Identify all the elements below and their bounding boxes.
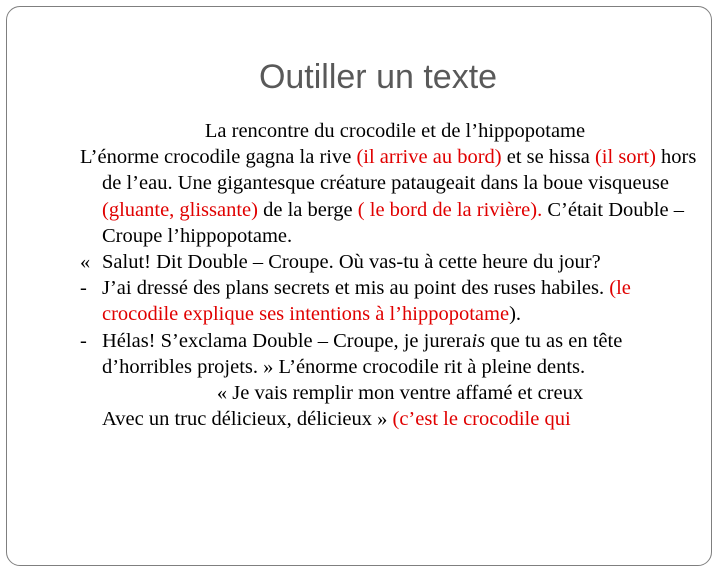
story-title: La rencontre du crocodile et de l’hippopotame (204, 120, 586, 142)
p3-text-c: ). (509, 303, 522, 326)
paragraph-3 (80, 275, 710, 327)
p6-text-a: Avec un truc délicieux, délicieux » (102, 408, 393, 431)
paragraph-5: « Je vais remplir mon ventre affamé et creux (216, 382, 584, 405)
p6-gloss: (c’est le crocodile qui (392, 408, 571, 431)
p3-gloss: (le crocodile explique ses intentions à l’hippopotame (102, 277, 631, 326)
p2-bullet: « (80, 251, 91, 274)
p3-bullet: - (80, 277, 87, 300)
p1-text-a: L’énorme crocodile gagna la rive (80, 146, 357, 169)
p4-bullet: - (80, 329, 87, 352)
p2-text: Salut! Dit Double – Croupe. Où vas-tu à cette heure du jour? (102, 251, 601, 274)
paragraph-6 (80, 406, 710, 432)
p4-text-c: que tu as en tête d’horribles projets. » L’énorme crocodile rit à pleine dents. (102, 329, 623, 378)
p1-gloss-2: (il sort) (594, 146, 656, 169)
p1-text-i: C’était Double – Croupe l’hippopotame. (102, 198, 684, 247)
p1-text-c: et se hissa (501, 146, 595, 169)
paragraph-1 (80, 144, 710, 249)
p1-gloss-4: ( le bord de la rivière). (357, 198, 543, 221)
paragraph-4 (80, 328, 710, 380)
p4-text-a: Hélas! S’exclama Double – Croupe, je jurera (102, 329, 472, 352)
p1-gloss-1: (il arrive au bord) (356, 146, 502, 169)
story-body (80, 118, 710, 432)
paragraph-2 (80, 249, 710, 275)
p3-text-a: J’ai dressé des plans secrets et mis au point des ruses habiles. (102, 277, 610, 300)
slide-title: Outiller un texte (258, 58, 498, 96)
p1-text-e: hors de l’eau. Une gigantesque créature pataugeait dans la boue visqueuse (102, 146, 697, 195)
p1-gloss-3: (gluante, glissante) (102, 198, 258, 221)
p4-text-b: is (471, 329, 486, 352)
p1-text-g: de la berge (257, 198, 358, 221)
